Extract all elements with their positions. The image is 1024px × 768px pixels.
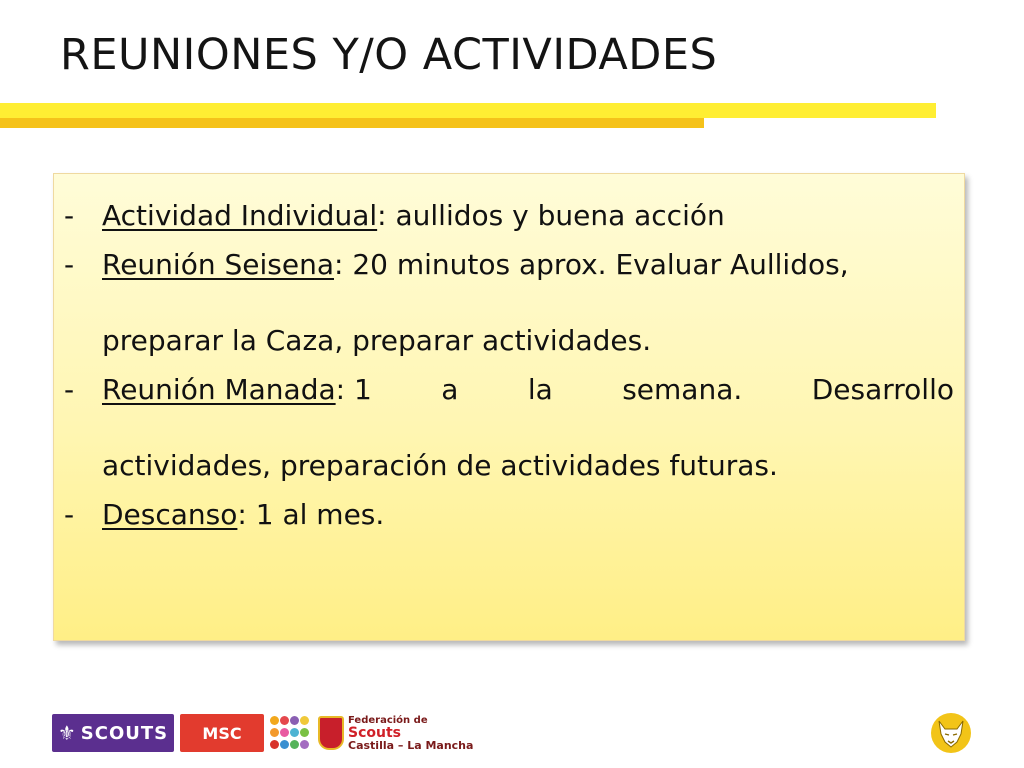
scouts-logo — [52, 714, 174, 752]
wolf-head-icon — [930, 712, 972, 754]
bullet-line: actividades, preparación de actividades futuras. — [102, 449, 778, 482]
bullet-text: : aullidos y buena acción — [377, 199, 725, 232]
federacion-scouts-logo — [318, 712, 478, 754]
fleur-de-lis-icon: ⚜ — [57, 721, 77, 745]
msc-logo — [180, 714, 264, 752]
slide-title: REUNIONES Y/O ACTIVIDADES — [60, 30, 718, 80]
bullet-line: preparar la Caza, preparar actividades. — [102, 324, 652, 357]
bullet-actividad-individual — [64, 197, 954, 235]
bullet-term: Descanso — [102, 498, 238, 531]
bullet-word: a — [441, 373, 459, 406]
colored-dots-logo — [270, 714, 312, 752]
title-underline-bar-gold — [0, 118, 704, 128]
bullet-list — [64, 197, 954, 545]
title-underline-bar-yellow — [0, 103, 936, 118]
bullet-dash: - — [64, 199, 75, 232]
footer-logos — [52, 712, 478, 754]
bullet-line — [102, 371, 954, 409]
bullet-dash: - — [64, 498, 75, 531]
bullet-line — [102, 496, 954, 534]
bullet-descanso — [64, 496, 954, 534]
federacion-logo-top: Federación de — [348, 714, 428, 726]
bullet-word — [102, 371, 372, 409]
federacion-logo-scouts: Scouts — [348, 724, 401, 741]
bullet-reunion-manada — [64, 371, 954, 485]
bullet-line — [102, 197, 954, 235]
bullet-reunion-seisena — [64, 246, 954, 360]
bullet-term: Actividad Individual — [102, 199, 378, 232]
shield-icon — [318, 716, 344, 750]
bullet-term: Reunión Seisena — [102, 248, 334, 281]
bullet-word: semana. — [622, 373, 743, 406]
federacion-logo-bottom: Castilla – La Mancha — [348, 738, 474, 752]
bullet-line — [102, 246, 954, 284]
bullet-word: la — [527, 373, 553, 406]
bullet-dash: - — [64, 248, 75, 281]
bullet-word: Desarrollo — [811, 373, 954, 406]
bullet-text: : 1 al mes. — [237, 498, 385, 531]
bullet-term: Reunión Manada — [102, 373, 336, 406]
bullet-text: : 1 — [335, 373, 372, 406]
bullet-dash: - — [64, 373, 75, 406]
msc-logo-text: MSC — [202, 723, 242, 743]
bullet-text: : 20 minutos aprox. Evaluar Aullidos, — [333, 248, 849, 281]
scouts-logo-text: SCOUTS — [80, 722, 169, 744]
content-box — [53, 173, 965, 641]
